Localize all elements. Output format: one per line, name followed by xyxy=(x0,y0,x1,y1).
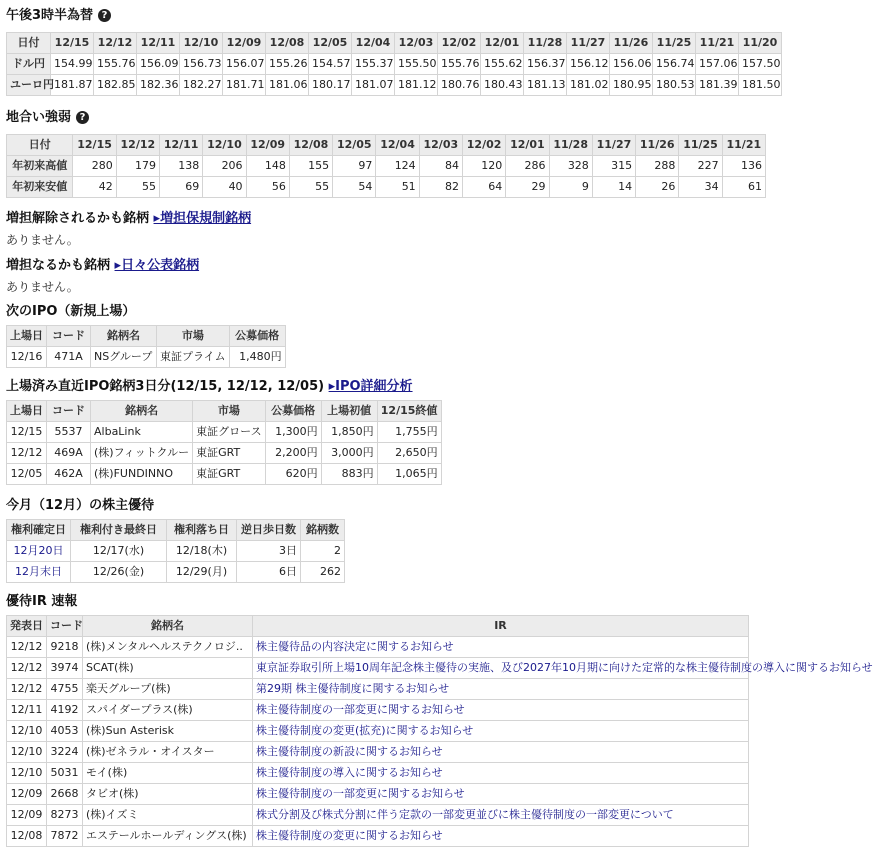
table-cell: 8273 xyxy=(47,805,83,826)
column-header: 市場 xyxy=(157,326,230,347)
date-header: 12/11 xyxy=(160,135,203,156)
table-cell: タビオ(株) xyxy=(83,784,253,805)
table-cell: 42 xyxy=(73,177,116,198)
table-cell: 328 xyxy=(549,156,592,177)
table-cell: (株)イズミ xyxy=(83,805,253,826)
table-cell: 34 xyxy=(679,177,722,198)
table-row xyxy=(7,177,766,198)
table-cell: 883円 xyxy=(321,464,377,485)
column-header: 権利付き最終日 xyxy=(71,520,167,541)
header-row xyxy=(7,135,766,156)
table-cell: 181.12 xyxy=(395,75,438,96)
date-header: 12/05 xyxy=(333,135,376,156)
table-cell: 154.57 xyxy=(309,54,352,75)
column-header: 市場 xyxy=(193,401,265,422)
table-cell: 138 xyxy=(160,156,203,177)
row-label: 年初来安値 xyxy=(7,177,73,198)
table-row xyxy=(7,721,749,742)
table-cell: 206 xyxy=(203,156,246,177)
table-cell: 3日 xyxy=(237,541,301,562)
table-cell: 12/05 xyxy=(7,464,47,485)
table-cell: 56 xyxy=(246,177,289,198)
table-cell: 12/12 xyxy=(7,443,47,464)
table-cell: 7872 xyxy=(47,826,83,847)
fx-table-wrap xyxy=(6,32,781,96)
next-ipo-heading: 次のIPO（新規上場） xyxy=(6,304,136,319)
date-header: 12/02 xyxy=(438,33,481,54)
table-cell: 29 xyxy=(506,177,549,198)
table-cell: 12/09 xyxy=(7,784,47,805)
fx-section-title xyxy=(6,8,111,24)
date-header: 12/01 xyxy=(506,135,549,156)
table-cell: 12/17(水) xyxy=(71,541,167,562)
column-header: コード xyxy=(47,326,91,347)
table-cell: 12/15 xyxy=(7,422,47,443)
date-header: 11/20 xyxy=(739,33,782,54)
table-cell: 154.99 xyxy=(51,54,94,75)
table-cell: 280 xyxy=(73,156,116,177)
date-header: 12/03 xyxy=(395,33,438,54)
table-cell: 12/12 xyxy=(7,679,47,700)
table-cell: 12/29(月) xyxy=(167,562,237,583)
column-header: コード xyxy=(47,401,91,422)
table-row xyxy=(7,54,782,75)
ir-table-wrap xyxy=(6,615,873,863)
table-cell: 471A xyxy=(47,347,91,368)
recent-ipo-table-wrap xyxy=(6,400,442,485)
table-cell: (株)FUNDINNO xyxy=(91,464,193,485)
table-cell: 97 xyxy=(333,156,376,177)
recent-ipo-heading: 上場済み直近IPO銘柄3日分(12/15, 12/12, 12/05) xyxy=(6,379,325,394)
table-cell: 182.36 xyxy=(137,75,180,96)
table-cell: スパイダープラス(株) xyxy=(83,700,253,721)
table-cell: 462A xyxy=(47,464,91,485)
table-cell: 1,065円 xyxy=(377,464,441,485)
date-header-label: 日付 xyxy=(7,33,51,54)
date-header: 12/12 xyxy=(94,33,137,54)
column-header: 銘柄名 xyxy=(91,326,157,347)
table-cell: 120 xyxy=(462,156,505,177)
margin-add-note: ありません。 xyxy=(6,280,79,294)
table-row xyxy=(7,805,749,826)
next-ipo-table xyxy=(6,325,286,368)
table-cell: 4192 xyxy=(47,700,83,721)
date-header: 12/04 xyxy=(376,135,419,156)
ir-link[interactable]: 株主優待制度の変更(拡充)に関するお知らせ xyxy=(253,721,749,742)
table-cell: 155 xyxy=(289,156,332,177)
fx-table xyxy=(6,32,782,96)
table-cell: (株)Sun Asterisk xyxy=(83,721,253,742)
table-cell: 51 xyxy=(376,177,419,198)
table-cell: 84 xyxy=(419,156,462,177)
margin-release-heading: 増担解除されるかも銘柄 xyxy=(6,211,150,226)
table-row xyxy=(7,464,442,485)
table-cell: 54 xyxy=(333,177,376,198)
margin-release-note: ありません。 xyxy=(6,233,79,247)
table-row xyxy=(7,763,749,784)
table-cell: 3974 xyxy=(47,658,83,679)
benefits-table xyxy=(6,519,345,583)
table-cell: 5031 xyxy=(47,763,83,784)
benefits-heading: 今月（12月）の株主優待 xyxy=(6,498,155,513)
fx-title: 午後3時半為替 xyxy=(6,8,94,23)
table-cell: 182.27 xyxy=(180,75,223,96)
table-cell: 180.76 xyxy=(438,75,481,96)
table-row xyxy=(7,541,345,562)
ir-table xyxy=(6,615,873,847)
date-header: 12/11 xyxy=(137,33,180,54)
column-header: 銘柄数 xyxy=(301,520,345,541)
ir-link[interactable]: 東京証券取引所上場10周年記念株主優待の実施、及び2027年10月期に向けた定常的な株主優待制度の導入に関するお知らせ xyxy=(253,658,749,679)
date-header: 12/15 xyxy=(73,135,116,156)
table-cell: 286 xyxy=(506,156,549,177)
ir-link[interactable]: 株主優待制度の新設に関するお知らせ xyxy=(253,742,749,763)
strength-table-wrap xyxy=(6,134,762,198)
table-cell: 620円 xyxy=(265,464,321,485)
table-row xyxy=(7,422,442,443)
header-row xyxy=(7,520,345,541)
date-header: 11/26 xyxy=(636,135,679,156)
ir-heading: 優待IR 速報 xyxy=(6,594,78,609)
table-cell: 12/18(木) xyxy=(167,541,237,562)
table-cell: 157.50 xyxy=(739,54,782,75)
table-cell: 東証GRT xyxy=(193,464,265,485)
table-cell: 東証プライム xyxy=(157,347,230,368)
table-cell: 155.37 xyxy=(352,54,395,75)
table-cell: 55 xyxy=(289,177,332,198)
ir-link[interactable]: 第29期 株主優待制度に関するお知らせ xyxy=(253,679,749,700)
table-cell: 288 xyxy=(636,156,679,177)
table-cell: 12/10 xyxy=(7,742,47,763)
table-row xyxy=(7,156,766,177)
date-header: 11/27 xyxy=(592,135,635,156)
date-header: 11/21 xyxy=(722,135,765,156)
column-header: 権利落ち日 xyxy=(167,520,237,541)
table-cell: 2,650円 xyxy=(377,443,441,464)
help-icon[interactable]: ? xyxy=(76,111,89,124)
table-cell: 1,480円 xyxy=(229,347,285,368)
table-cell: NSグループ xyxy=(91,347,157,368)
margin-add-title xyxy=(6,258,199,274)
ir-link[interactable]: 株主優待制度の変更に関するお知らせ xyxy=(253,826,749,847)
table-cell: 12/12 xyxy=(7,658,47,679)
table-cell: 156.09 xyxy=(137,54,180,75)
header-row xyxy=(7,33,782,54)
table-cell: 181.06 xyxy=(266,75,309,96)
table-cell: 315 xyxy=(592,156,635,177)
column-header: 発表日 xyxy=(7,616,47,637)
column-header: コード xyxy=(47,616,83,637)
benefits-table-wrap xyxy=(6,519,345,583)
ir-link[interactable]: 株主優待制度の導入に関するお知らせ xyxy=(253,763,749,784)
date-header: 12/09 xyxy=(223,33,266,54)
table-cell: 227 xyxy=(679,156,722,177)
table-row xyxy=(7,742,749,763)
table-cell: 6日 xyxy=(237,562,301,583)
date-header: 12/03 xyxy=(419,135,462,156)
table-cell: 148 xyxy=(246,156,289,177)
ir-link[interactable]: 株主優待品の内容決定に関するお知らせ xyxy=(253,637,749,658)
daily-disclosure-link[interactable]: ▸日々公表銘柄 xyxy=(114,258,200,273)
recent-ipo-title xyxy=(6,379,413,395)
date-header: 12/15 xyxy=(51,33,94,54)
table-cell: 181.50 xyxy=(739,75,782,96)
date-header: 11/28 xyxy=(549,135,592,156)
table-cell: 180.53 xyxy=(653,75,696,96)
table-cell: 40 xyxy=(203,177,246,198)
strength-table xyxy=(6,134,766,198)
next-ipo-title xyxy=(6,304,135,320)
table-cell: 155.50 xyxy=(395,54,438,75)
help-icon[interactable]: ? xyxy=(98,9,111,22)
table-cell: (株)フィットクルー xyxy=(91,443,193,464)
column-header: 銘柄名 xyxy=(91,401,193,422)
row-label: 年初来高値 xyxy=(7,156,73,177)
table-cell: SCAT(株) xyxy=(83,658,253,679)
table-cell: 3224 xyxy=(47,742,83,763)
table-cell: 61 xyxy=(722,177,765,198)
table-cell: 12/12 xyxy=(7,637,47,658)
table-row xyxy=(7,562,345,583)
record-date-link[interactable]: 12月20日 xyxy=(7,541,71,562)
date-header: 12/09 xyxy=(246,135,289,156)
column-header: 逆日歩日数 xyxy=(237,520,301,541)
table-row xyxy=(7,75,782,96)
table-cell: 182.85 xyxy=(94,75,137,96)
table-row xyxy=(7,658,749,679)
table-cell: 12/11 xyxy=(7,700,47,721)
date-header: 11/28 xyxy=(524,33,567,54)
table-cell: 156.37 xyxy=(524,54,567,75)
ir-link[interactable]: 株主優待制度の一部変更に関するお知らせ xyxy=(253,700,749,721)
date-header: 12/10 xyxy=(203,135,246,156)
table-cell: 12/08 xyxy=(7,826,47,847)
table-cell: (株)メンタルヘルステクノロジ.. xyxy=(83,637,253,658)
table-cell: 156.07 xyxy=(223,54,266,75)
table-cell: AlbaLink xyxy=(91,422,193,443)
column-header: 権利確定日 xyxy=(7,520,71,541)
table-cell: 181.39 xyxy=(696,75,739,96)
table-cell: 東証グロース xyxy=(193,422,265,443)
column-header: IR xyxy=(253,616,749,637)
table-cell: 楽天グループ(株) xyxy=(83,679,253,700)
table-cell: 2 xyxy=(301,541,345,562)
row-label: ドル円 xyxy=(7,54,51,75)
table-cell: 64 xyxy=(462,177,505,198)
ir-link[interactable]: 株式分割及び株式分割に伴う定款の一部変更並びに株主優待制度の一部変更について xyxy=(253,805,749,826)
table-cell: 1,755円 xyxy=(377,422,441,443)
table-cell: 155.76 xyxy=(94,54,137,75)
recent-ipo-table xyxy=(6,400,442,485)
table-cell: 180.95 xyxy=(610,75,653,96)
column-header: 上場初値 xyxy=(321,401,377,422)
header-row xyxy=(7,326,286,347)
ir-link[interactable]: 株主優待制度の一部変更に関するお知らせ xyxy=(253,784,749,805)
column-header: 上場日 xyxy=(7,401,47,422)
table-cell: 26 xyxy=(636,177,679,198)
table-cell: 12/10 xyxy=(7,721,47,742)
table-cell: 180.17 xyxy=(309,75,352,96)
table-cell: 3,000円 xyxy=(321,443,377,464)
table-row xyxy=(7,784,749,805)
table-cell: 12/09 xyxy=(7,805,47,826)
date-header: 11/27 xyxy=(567,33,610,54)
table-row xyxy=(7,826,749,847)
record-date-link[interactable]: 12月末日 xyxy=(7,562,71,583)
next-ipo-table-wrap xyxy=(6,325,286,368)
table-cell: 156.74 xyxy=(653,54,696,75)
date-header: 12/08 xyxy=(266,33,309,54)
date-header: 12/04 xyxy=(352,33,395,54)
table-cell: 469A xyxy=(47,443,91,464)
ipo-analysis-link[interactable]: ▸IPO詳細分析 xyxy=(328,379,413,394)
table-cell: 12/26(金) xyxy=(71,562,167,583)
date-header: 11/25 xyxy=(653,33,696,54)
table-cell: 12/16 xyxy=(7,347,47,368)
table-cell: 180.43 xyxy=(481,75,524,96)
row-label: ユーロ円 xyxy=(7,75,51,96)
table-cell: 14 xyxy=(592,177,635,198)
date-header: 11/25 xyxy=(679,135,722,156)
strength-title: 地合い強弱 xyxy=(6,110,72,125)
table-row xyxy=(7,679,749,700)
table-cell: 181.87 xyxy=(51,75,94,96)
ir-title xyxy=(6,594,77,610)
table-cell: 55 xyxy=(116,177,159,198)
column-header: 上場日 xyxy=(7,326,47,347)
table-cell: 1,300円 xyxy=(265,422,321,443)
table-cell: 東証GRT xyxy=(193,443,265,464)
table-cell: 69 xyxy=(160,177,203,198)
table-cell: 124 xyxy=(376,156,419,177)
table-cell: 181.07 xyxy=(352,75,395,96)
column-header: 銘柄名 xyxy=(83,616,253,637)
table-cell: (株)ゼネラル・オイスター xyxy=(83,742,253,763)
table-cell: 181.71 xyxy=(223,75,266,96)
header-row xyxy=(7,616,749,637)
table-cell: 156.73 xyxy=(180,54,223,75)
table-cell: 155.62 xyxy=(481,54,524,75)
table-cell: 9 xyxy=(549,177,592,198)
date-header: 12/10 xyxy=(180,33,223,54)
margin-add-heading: 増担なるかも銘柄 xyxy=(6,258,111,273)
date-header: 12/05 xyxy=(309,33,352,54)
table-cell: 181.02 xyxy=(567,75,610,96)
date-header: 11/21 xyxy=(696,33,739,54)
table-cell: 2,200円 xyxy=(265,443,321,464)
table-cell: 157.06 xyxy=(696,54,739,75)
table-cell: 1,850円 xyxy=(321,422,377,443)
table-cell: 4755 xyxy=(47,679,83,700)
table-row xyxy=(7,347,286,368)
table-cell: 262 xyxy=(301,562,345,583)
table-cell: 12/10 xyxy=(7,763,47,784)
table-cell: 82 xyxy=(419,177,462,198)
table-cell: 155.26 xyxy=(266,54,309,75)
strength-section-title xyxy=(6,110,89,126)
column-header: 公募価格 xyxy=(265,401,321,422)
date-header: 11/26 xyxy=(610,33,653,54)
column-header: 12/15終値 xyxy=(377,401,441,422)
table-cell: 9218 xyxy=(47,637,83,658)
table-cell: 136 xyxy=(722,156,765,177)
table-row xyxy=(7,700,749,721)
table-cell: 156.06 xyxy=(610,54,653,75)
column-header: 公募価格 xyxy=(229,326,285,347)
table-cell: エステールホールディングス(株) xyxy=(83,826,253,847)
table-cell: 4053 xyxy=(47,721,83,742)
table-cell: モイ(株) xyxy=(83,763,253,784)
benefits-title xyxy=(6,498,154,514)
table-cell: 181.13 xyxy=(524,75,567,96)
table-cell: 179 xyxy=(116,156,159,177)
header-row xyxy=(7,401,442,422)
table-cell: 5537 xyxy=(47,422,91,443)
table-row xyxy=(7,637,749,658)
date-header: 12/02 xyxy=(462,135,505,156)
date-header-label: 日付 xyxy=(7,135,73,156)
table-row xyxy=(7,443,442,464)
date-header: 12/08 xyxy=(289,135,332,156)
table-cell: 2668 xyxy=(47,784,83,805)
date-header: 12/12 xyxy=(116,135,159,156)
margin-release-title xyxy=(6,211,251,227)
date-header: 12/01 xyxy=(481,33,524,54)
table-cell: 155.76 xyxy=(438,54,481,75)
margin-regulation-link[interactable]: ▸増担保規制銘柄 xyxy=(153,211,252,226)
table-cell: 156.12 xyxy=(567,54,610,75)
